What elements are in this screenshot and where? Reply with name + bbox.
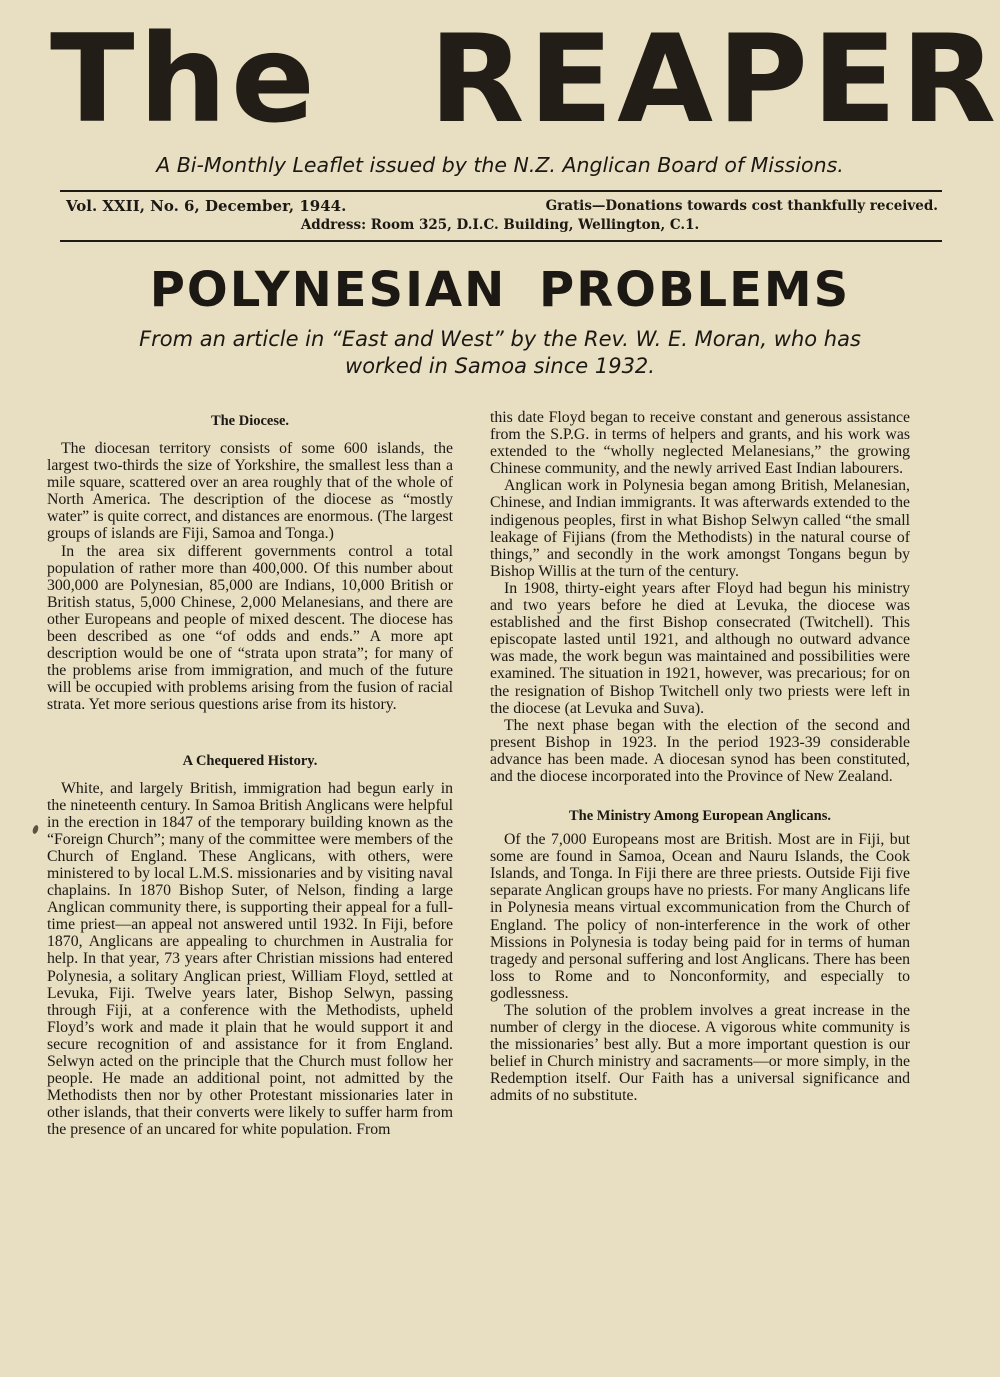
section-heading-diocese: The Diocese. bbox=[210, 413, 290, 429]
bottom-rule bbox=[60, 240, 942, 242]
history-paragraph-3: In 1908, thirty-eight years after Floyd had begun his ministry and two years before he died at Levuka, the diocese was established and the first Bishop consecrated (Twitchell). This episcopate lasted until 1921, and although no outward advance was made, the work begun was maintained and possibilities were examined. The situation in 1921, however, was precarious; for on the resignation of Bishop Twitchell only two priests were left in the diocese (at Levuka and Suva). bbox=[490, 579, 910, 717]
article-byline bbox=[70, 326, 930, 380]
ministry-paragraph-1: Of the 7,000 Europeans most are British. Most are in Fiji, but some are found in Samoa, Ocean and Nauru Islands, the Cook Islands, and Tonga. In Fiji there are three priests. Outside Fiji five separate Anglican groups have no priests. For many Anglicans life in Polynesia means virtual excommunication from the Church of England. The policy of non-interference in the work of other Missions in Polynesia is today being paid for in terms of human tragedy and personal suffering and lost Anglicans. There has been loss to Rome and to Nonconformity, and especially to godlessness. bbox=[490, 831, 910, 1002]
issue-gratis-note: Gratis—Donations towards cost thankfully received. bbox=[545, 198, 938, 214]
history-paragraph-1-continued: this date Floyd began to receive constant and generous assistance from the S.P.G. in terms of helpers and grants, and his work was extended to the “wholly neglected Melanesians,” the growing Chinese community, and the newly arrived East Indian labourers. bbox=[490, 409, 910, 478]
ministry-paragraph-2: The solution of the problem involves a great increase in the number of clergy in the diocese. A vigorous white community is the missionaries’ best ally. But a more important question is our belief in Church ministry and sacraments—or more simply, in the Redemption itself. Our Faith has a universal significance and admits of no substitute. bbox=[490, 1002, 910, 1105]
diocese-paragraph-1: The diocesan territory consists of some 600 islands, the largest two-thirds the size of Yorkshire, the smallest less than a mile square, scattered over an area roughly that of the whole of North America. The description of the diocese as “mostly water” is quite correct, and distances are enormous. (The largest groups of islands are Fiji, Samoa and Tonga.) bbox=[47, 440, 453, 543]
right-column bbox=[490, 409, 910, 1105]
section-heading-ministry: The Ministry Among European Anglicans. bbox=[569, 808, 831, 825]
section-heading-history: A Chequered History. bbox=[182, 752, 318, 769]
byline-line-2: worked in Samoa since 1932. bbox=[345, 354, 655, 378]
byline-line-1: From an article in “East and West” by the Rev. W. E. Moran, who has bbox=[139, 327, 861, 351]
top-rule bbox=[60, 190, 942, 192]
history-paragraph-1: White, and largely British, immigration had begun early in the nineteenth century. In Samoa British Anglicans were helpful in the erection in 1847 of the temporary building known as the “Foreign Church”; many of the committee were members of the Church of England. These Anglicans, with others, were ministered to by local L.M.S. missionaries and by visiting naval chaplains. In 1870 Bishop Suter, of Nelson, finding a large Anglican community there, is supporting their appeal for a full-time priest—an appeal not answered until 1932. In Fiji, before 1870, Anglicans are appealing to churchmen in Australia for help. In that year, 73 years after Christian missions had entered Polynesia, a solitary Anglican priest, William Floyd, settled at Levuka, Fiji. Twelve years later, Bishop Selwyn, passing through Fiji, at a conference with the Methodists, upheld Floyd’s work and made it plain that he would support it and secure recognition of and assistance for it from England. Selwyn acted on the principle that the Church must follow her people. He made an additional point, not admitted by the Methodists then nor by other Protestant missionaries later in other islands, that their converts were likely to suffer harm from the presence of an uncared for white population. From bbox=[47, 779, 453, 1139]
ink-spot bbox=[32, 824, 40, 834]
masthead-word-the: The bbox=[50, 9, 319, 151]
history-paragraph-4: The next phase began with the election of the second and present Bishop in 1923. In the period 1923-39 considerable advance has been made. A diocesan synod has been constituted, and the diocese incorporated into the Province of New Zealand. bbox=[490, 716, 910, 785]
issue-volume: Vol. XXII, No. 6, December, 1944. bbox=[66, 197, 347, 215]
masthead-title bbox=[50, 9, 1000, 151]
issue-address: Address: Room 325, D.I.C. Building, Wellington, C.1. bbox=[300, 217, 700, 233]
diocese-paragraph-2: In the area six different governments control a total population of rather more than 400,000. Of this number about 300,000 are Polynesian, 85,000 are Indians, 10,000 British or British status, 5,000 Chinese, 2,000 Melanesians, and there are other Europeans and people of mixed descent. The diocese has been described as one “of odds and ends.” A more apt description would be one of “strata upon strata”; for many of the problems arise from immigration, and much of the future will be occupied with problems arising from the fusion of racial strata. Yet more serious questions arise from its history. bbox=[47, 542, 453, 714]
left-column bbox=[47, 412, 453, 1138]
masthead-subtitle: A Bi-Monthly Leaflet issued by the N.Z. Anglican Board of Missions. bbox=[156, 153, 844, 177]
masthead-word-reaper: REAPER bbox=[428, 9, 1000, 151]
article-headline: POLYNESIAN PROBLEMS bbox=[149, 262, 851, 318]
history-paragraph-2: Anglican work in Polynesia began among British, Melanesian, Chinese, and Indian immigrants. It was afterwards extended to the indigenous peoples, first in what Bishop Selwyn called “the small leakage of Fijians (from the Methodists) in the natural course of things,” and secondly in the work amongst Tongans begun by Bishop Willis at the turn of the century. bbox=[490, 477, 910, 580]
